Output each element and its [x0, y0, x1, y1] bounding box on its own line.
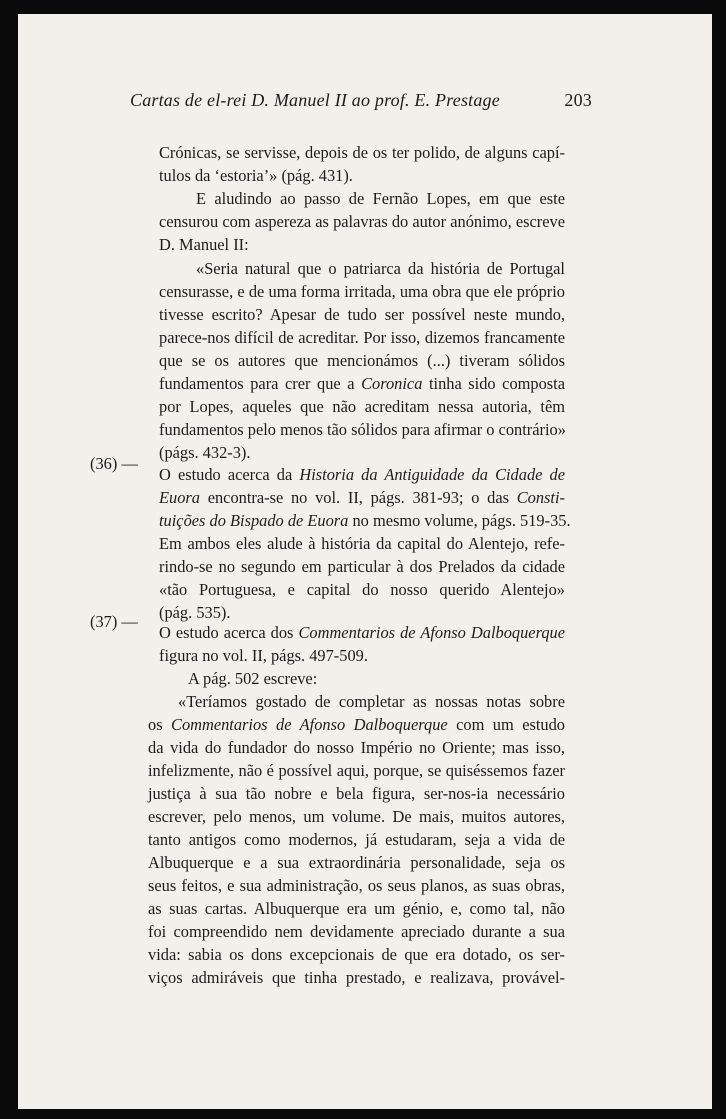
text-run: E aludindo ao passo de Fernão Lopes, em que este — [196, 189, 565, 208]
text-run: que se os autores que mencionámos (...) tiveram sólidos — [159, 351, 565, 370]
text-run: rindo-se no segundo em particular à dos Prelados da cidade — [159, 557, 565, 576]
italic-title: Consti- — [516, 488, 565, 507]
text-run: infelizmente, não é possível aqui, porque, se quiséssemos fazer — [148, 761, 565, 780]
text-line — [159, 419, 565, 441]
text-run: vida: sabia os dons excepcionais de que era dotado, os ser- — [148, 945, 565, 964]
text-line — [159, 602, 565, 624]
text-run: censurasse, e de uma forma irritada, uma obra que ele próprio — [159, 282, 565, 301]
text-run: foi compreendido nem devidamente apreciado durante a sua — [148, 922, 565, 941]
text-run: tulos da ‘estoria’» (pág. 431). — [159, 166, 353, 185]
text-run: da vida do fundador do nosso Império no Oriente; mas isso, — [148, 738, 565, 757]
text-line — [196, 188, 565, 210]
text-line — [159, 622, 565, 644]
text-run: no mesmo volume, págs. 519-35. — [348, 511, 571, 530]
text-run: com um estudo — [447, 715, 565, 734]
text-run: parece-nos difícil de acreditar. Por isso, dizemos francamente — [159, 328, 565, 347]
text-line — [159, 533, 565, 555]
text-run: por Lopes, aqueles que não acreditam nessa autoria, têm — [159, 397, 565, 416]
book-page — [18, 14, 712, 1109]
text-line — [148, 852, 565, 874]
text-run: tanto antigos como modernos, já estudaram, seja a vida de — [148, 830, 565, 849]
text-run: Crónicas, se servisse, depois de os ter polido, de alguns capí- — [159, 143, 565, 162]
text-line — [159, 396, 565, 418]
text-line — [159, 142, 565, 164]
text-run: A pág. 502 escreve: — [188, 669, 318, 688]
text-run: «Seria natural que o patriarca da história de Portugal — [196, 259, 565, 278]
text-line — [148, 760, 565, 782]
text-run: «tão Portuguesa, e capital do nosso querido Alentejo» — [159, 580, 565, 599]
text-line — [148, 967, 565, 989]
text-run: tivesse escrito? Apesar de tudo ser possível neste mundo, — [159, 305, 565, 324]
italic-title: Coronica — [361, 374, 423, 393]
text-run: fundamentos para crer que a — [159, 374, 362, 393]
text-line — [159, 510, 571, 532]
text-line — [148, 737, 565, 759]
note-marker-36: (36) — — [90, 454, 138, 473]
text-line — [159, 373, 565, 395]
text-run: figura no vol. II, págs. 497-509. — [159, 646, 368, 665]
text-line — [159, 556, 565, 578]
text-line — [148, 898, 565, 920]
text-line — [196, 258, 565, 280]
text-run: as suas cartas. Albuquerque era um génio, e, como tal, não — [148, 899, 565, 918]
text-line — [148, 714, 565, 736]
text-line — [159, 327, 565, 349]
text-line — [178, 691, 565, 713]
text-line — [148, 829, 565, 851]
text-run: O estudo acerca da — [159, 465, 300, 484]
text-run: viços admiráveis que tinha prestado, e realizava, provável- — [148, 968, 565, 987]
text-line — [159, 645, 565, 667]
text-line — [159, 165, 565, 187]
italic-title: Historia da Antiguidade da Cidade de — [299, 465, 565, 484]
text-line — [159, 579, 565, 601]
text-line — [159, 304, 565, 326]
italic-title: Euora — [159, 488, 200, 507]
text-run: encontra-se no vol. II, págs. 381-93; o das — [199, 488, 517, 507]
text-line — [159, 281, 565, 303]
text-line — [159, 442, 565, 464]
text-run: justiça à sua tão nobre e bela figura, ser-nos-ia necessário — [148, 784, 565, 803]
text-run: (págs. 432-3). — [159, 443, 251, 462]
italic-title: Commentarios de Afonso Dalboquerque — [298, 623, 566, 642]
text-line — [159, 487, 565, 509]
page-number: 203 — [564, 90, 592, 110]
text-run: fundamentos pelo menos tão sólidos para afirmar o contrário» — [159, 420, 566, 439]
text-run: «Teríamos gostado de completar as nossas notas sobre — [178, 692, 565, 711]
text-line — [159, 464, 565, 486]
text-line — [159, 234, 565, 256]
text-run: D. Manuel II: — [159, 235, 249, 254]
text-run: os — [148, 715, 172, 734]
text-line — [148, 944, 565, 966]
italic-title: Commentarios de Afonso Dalboquerque — [171, 715, 448, 734]
running-title: Cartas de el-rei D. Manuel II ao prof. E. Prestage — [130, 90, 500, 110]
text-line — [148, 921, 565, 943]
note-marker-37: (37) — — [90, 612, 138, 631]
text-line — [148, 783, 565, 805]
text-line — [148, 875, 565, 897]
text-run: (pág. 535). — [159, 603, 231, 622]
text-run: O estudo acerca dos — [159, 623, 299, 642]
italic-title: tuições do Bispado de Euora — [159, 511, 349, 530]
text-line — [188, 668, 565, 690]
text-line — [159, 211, 565, 233]
text-run: seus feitos, e sua administração, os seus planos, as suas obras, — [148, 876, 565, 895]
text-line — [148, 806, 565, 828]
running-header — [130, 90, 592, 111]
text-run: censurou com aspereza as palavras do autor anónimo, escreve — [159, 212, 565, 231]
text-run: Albuquerque e a sua extraordinária personalidade, seja os — [148, 853, 565, 872]
text-line — [159, 350, 565, 372]
text-run: Em ambos eles alude à história da capital do Alentejo, refe- — [159, 534, 565, 553]
text-run: tinha sido composta — [422, 374, 566, 393]
text-run: escrever, pelo menos, um volume. De mais, muitos autores, — [148, 807, 565, 826]
